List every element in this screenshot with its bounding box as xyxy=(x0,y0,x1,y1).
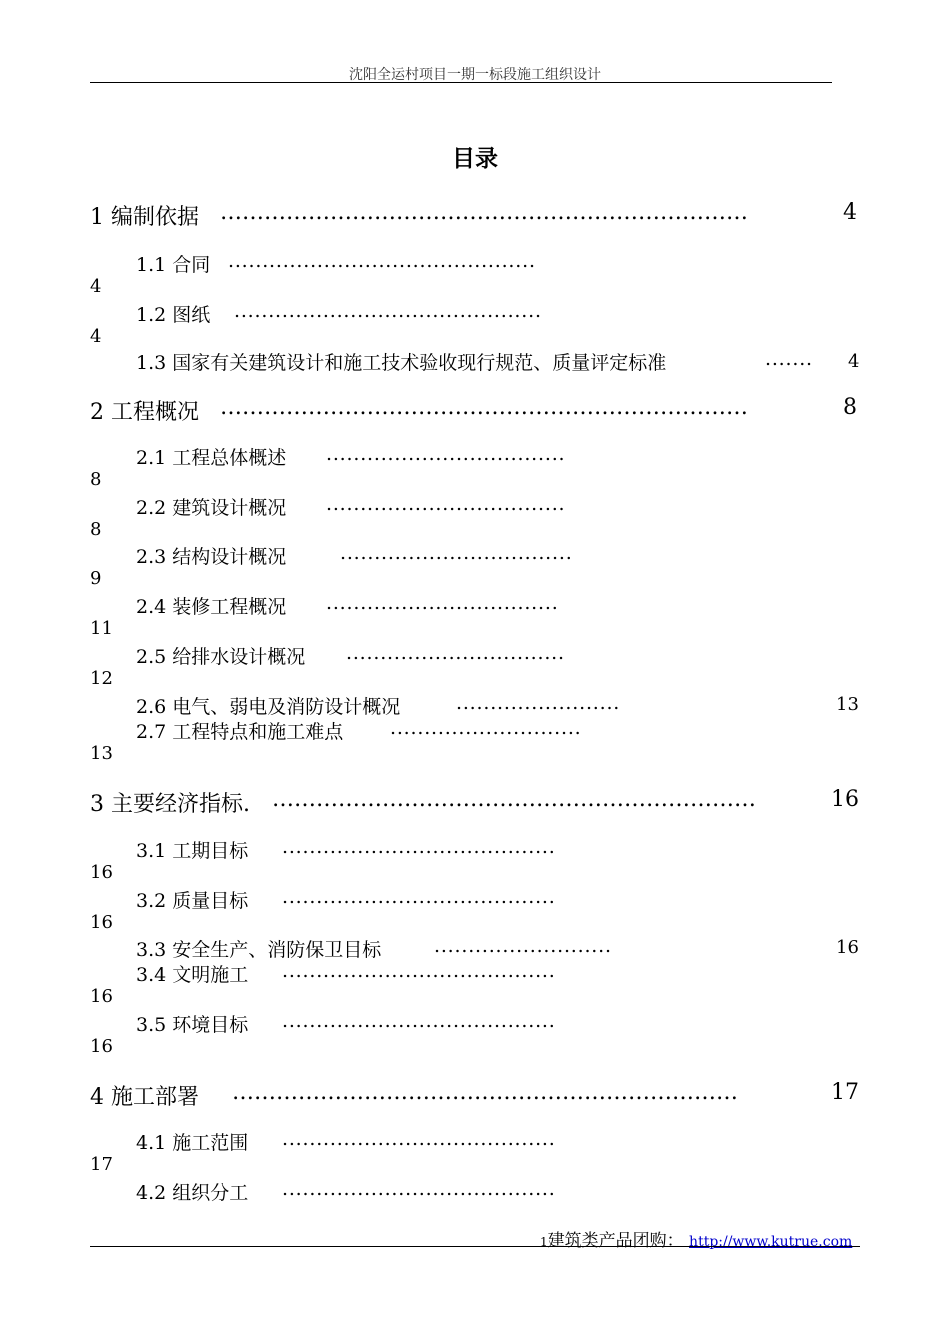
toc-subsection-label[interactable]: 3.4 文明施工 xyxy=(136,964,249,986)
toc-subsection-label[interactable]: 4.2 组织分工 xyxy=(136,1182,249,1204)
toc-page-number: 12 xyxy=(90,668,113,689)
toc-section-label[interactable]: 2 工程概况 xyxy=(90,400,199,425)
toc-subsection-label[interactable]: 2.6 电气、弱电及消防设计概况 xyxy=(136,696,401,718)
toc-subsection-label[interactable]: 3.2 质量目标 xyxy=(136,890,249,912)
toc-page-number: 4 xyxy=(90,276,102,297)
toc-subsection-label[interactable]: 3.3 安全生产、消防保卫目标 xyxy=(136,939,382,961)
toc-page-number: 13 xyxy=(90,743,113,764)
toc-leader-dots: ............................................. xyxy=(234,300,542,322)
toc-subsection-label[interactable]: 4.1 施工范围 xyxy=(136,1132,249,1154)
toc-subsection-label[interactable]: 2.4 装修工程概况 xyxy=(136,596,287,618)
toc-subsection-label[interactable]: 3.5 环境目标 xyxy=(136,1014,249,1036)
toc-page-number: 13 xyxy=(836,694,859,715)
page-header: 沈阳全运村项目一期一标段施工组织设计 xyxy=(349,67,601,83)
toc-subsection-label[interactable]: 1.2 图纸 xyxy=(136,304,211,326)
toc-subsection-label[interactable]: 2.2 建筑设计概况 xyxy=(136,497,287,519)
toc-leader-dots: .................................. xyxy=(340,542,573,564)
toc-page-number: 16 xyxy=(831,787,859,812)
toc-leader-dots: ................................ xyxy=(346,642,565,664)
toc-leader-dots: ............................................. xyxy=(228,250,536,272)
toc-page-number: 9 xyxy=(90,568,102,589)
toc-leader-dots: ........................................ xyxy=(282,886,556,908)
toc-leader-dots: ........................................ xyxy=(282,1178,556,1200)
toc-leader-dots: ……………………………………………………………… xyxy=(220,200,748,225)
toc-page-number: 4 xyxy=(90,326,102,347)
toc-leader-dots: .......................... xyxy=(434,935,612,957)
footer-link[interactable]: http://www.kutrue.com xyxy=(689,1234,853,1250)
toc-leader-dots: ................................... xyxy=(326,443,566,465)
toc-page-number: 16 xyxy=(90,1036,113,1057)
toc-page-number: 16 xyxy=(90,986,113,1007)
toc-leader-dots: ....... xyxy=(765,348,813,370)
toc-leader-dots: ……………………………………………………………… xyxy=(220,395,748,420)
footer-page-number: 1 xyxy=(540,1235,548,1249)
toc-subsection-label[interactable]: 2.3 结构设计概况 xyxy=(136,546,287,568)
toc-section-label[interactable]: 4 施工部署 xyxy=(90,1085,199,1110)
toc-page-number: 16 xyxy=(90,862,113,883)
toc-page-number: 8 xyxy=(90,469,102,490)
toc-page-number: 4 xyxy=(848,351,860,372)
toc-leader-dots: ………………………………………………………… xyxy=(272,787,756,812)
toc-section-label[interactable]: 1 编制依据 xyxy=(90,205,199,230)
toc-page-number: 4 xyxy=(843,200,857,225)
toc-page-number: 16 xyxy=(836,937,859,958)
toc-leader-dots: .................................. xyxy=(326,592,559,614)
toc-page-number: 11 xyxy=(90,618,113,639)
page-footer xyxy=(540,1226,852,1251)
header-rule xyxy=(90,82,832,83)
toc-subsection-label[interactable]: 2.1 工程总体概述 xyxy=(136,447,287,469)
toc-subsection-label[interactable]: 2.5 给排水设计概况 xyxy=(136,646,306,668)
toc-page-number: 17 xyxy=(831,1080,859,1105)
footer-text: 建筑类产品团购： xyxy=(547,1231,684,1251)
toc-subsection-label[interactable]: 1.3 国家有关建筑设计和施工技术验收现行规范、质量评定标准 xyxy=(136,352,667,374)
toc-leader-dots: ................................... xyxy=(326,493,566,515)
toc-page-number: 8 xyxy=(90,519,102,540)
toc-title: 目录 xyxy=(452,145,498,172)
toc-leader-dots: ........................................ xyxy=(282,960,556,982)
toc-subsection-label[interactable]: 3.1 工期目标 xyxy=(136,840,249,862)
toc-page-number: 17 xyxy=(90,1154,113,1175)
toc-section-label[interactable]: 3 主要经济指标. xyxy=(90,792,250,817)
toc-leader-dots: …………………………………………………………… xyxy=(232,1080,738,1105)
toc-leader-dots: ........................ xyxy=(456,692,621,714)
toc-subsection-label[interactable]: 1.1 合同 xyxy=(136,254,211,276)
toc-page-number: 8 xyxy=(843,395,857,420)
toc-leader-dots: ........................................ xyxy=(282,836,556,858)
toc-page-number: 16 xyxy=(90,912,113,933)
toc-subsection-label[interactable]: 2.7 工程特点和施工难点 xyxy=(136,721,344,743)
toc-leader-dots: ........................................ xyxy=(282,1128,556,1150)
toc-leader-dots: ........................................ xyxy=(282,1010,556,1032)
toc-leader-dots: ............................ xyxy=(390,717,582,739)
footer-rule xyxy=(90,1246,860,1247)
